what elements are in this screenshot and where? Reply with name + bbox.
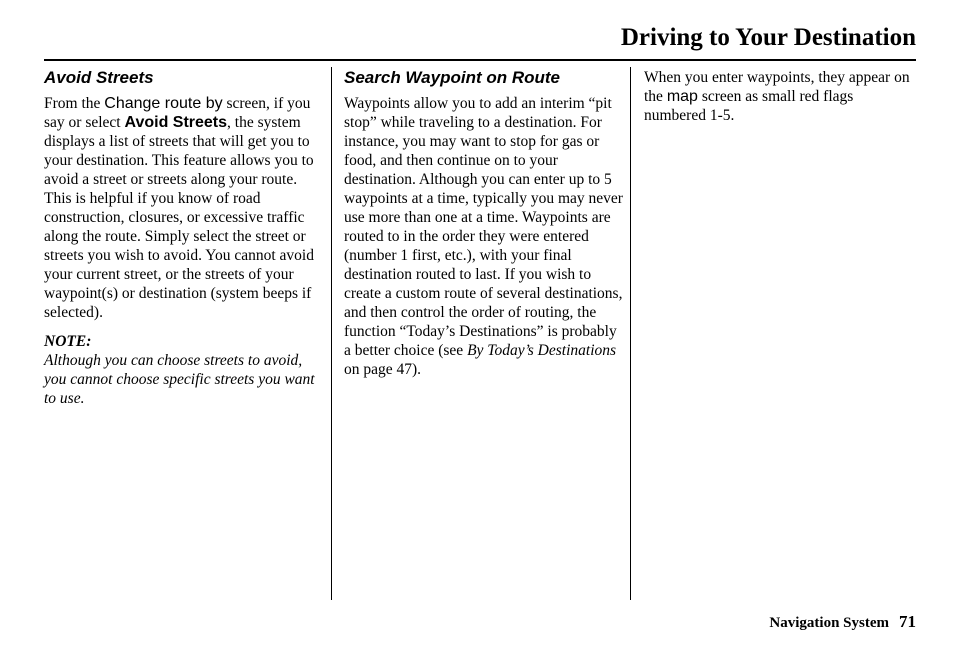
- section-heading-search-waypoint: Search Waypoint on Route: [344, 68, 560, 87]
- text-run: screen as small red flags numbered 1-5.: [644, 88, 854, 124]
- ui-term-avoid-streets: Avoid Streets: [124, 114, 228, 131]
- search-waypoint-column: [344, 68, 626, 379]
- header-rule: [44, 59, 916, 61]
- text-run: , the system displays a list of streets that will get you to your destination. This feature allows you to avoid a street or streets along your route. This is helpful if you know of road construction, closures, or excessive traffic along the route. Simply select the street or streets you wish to avoid. You cannot avoid your current street, or the streets of your waypoint(s) or destination (system beeps if selected).: [44, 114, 314, 321]
- text-run: Waypoints allow you to add an interim “pit stop” while traveling to a destination. For instance, you may want to stop for gas or food, and then continue on to your destination. Although you can enter up to 5 waypoints at a time, typically you may never use more than one at a time. Waypoints are routed to in the order they were entered (number 1 first, etc.), with your final destination routed to last. If you wish to create a custom route of several destinations, and then control the order of routing, the function “Today’s Destinations” is probably a better choice (see: [344, 95, 623, 359]
- text-run: screen, if you say or select: [44, 95, 311, 131]
- column-divider: [331, 67, 332, 600]
- waypoint-map-paragraph: [644, 68, 916, 125]
- page-footer: [769, 612, 916, 632]
- ui-term-map: map: [666, 88, 698, 105]
- text-run: When you enter waypoints, they appear on the: [644, 69, 910, 105]
- footer-label: Navigation System: [769, 615, 889, 631]
- avoid-streets-column: [44, 68, 326, 408]
- cross-reference: By Today’s Destinations: [467, 342, 617, 359]
- text-run: From the: [44, 95, 105, 112]
- ui-term-change-route-by: Change route by: [104, 95, 223, 112]
- note-body: Although you can choose streets to avoid, you cannot choose specific streets you want to use.: [44, 352, 315, 407]
- avoid-streets-paragraph: [44, 94, 326, 322]
- column-divider: [630, 67, 631, 600]
- note-label: NOTE:: [44, 333, 92, 350]
- section-heading-avoid-streets: Avoid Streets: [44, 68, 154, 87]
- page-title: Driving to Your Destination: [620, 24, 916, 51]
- text-run: on page 47).: [344, 361, 422, 378]
- page-number: 71: [899, 612, 916, 631]
- right-column: [644, 68, 916, 125]
- waypoint-paragraph: [344, 94, 626, 379]
